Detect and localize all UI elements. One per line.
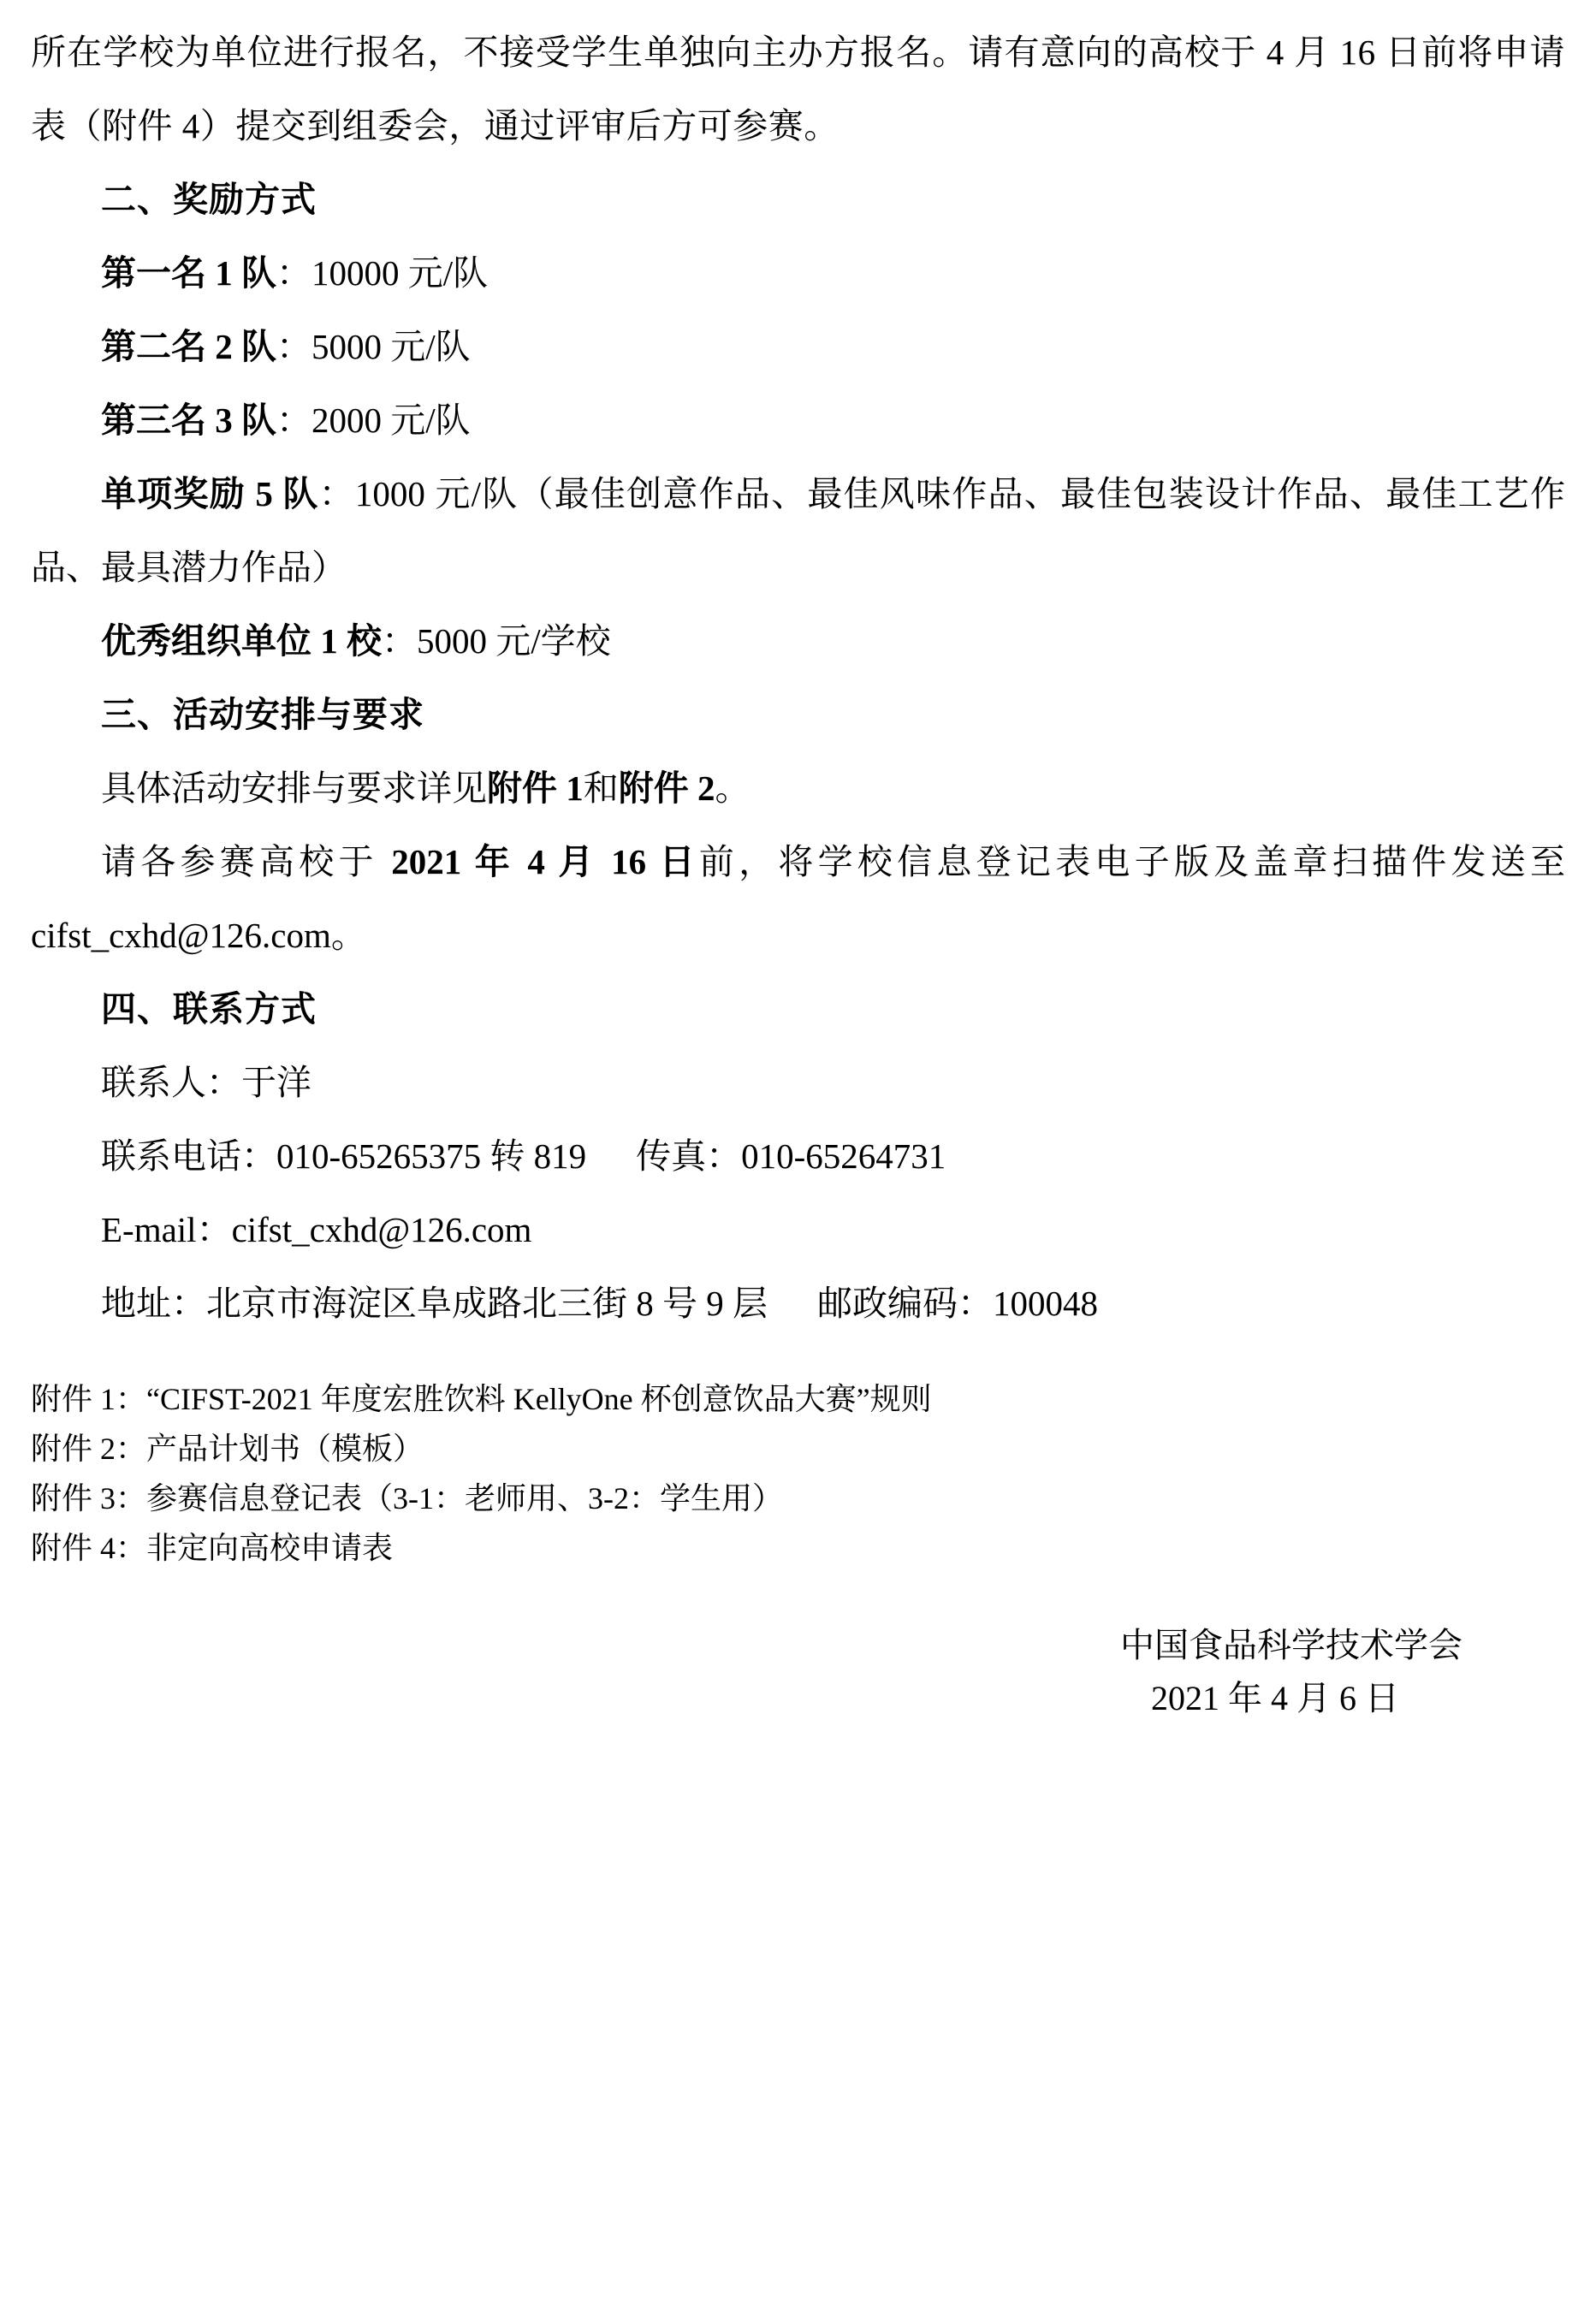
intro-paragraph: 所在学校为单位进行报名，不接受学生单独向主办方报名。请有意向的高校于 4 月 16 日前将申请表（附件 4）提交到组委会，通过评审后方可参赛。: [31, 33, 1565, 145]
award-amount-label: ：2000 元/队: [276, 400, 471, 440]
schedule-text-pre: 具体活动安排与要求详见: [101, 768, 487, 808]
award-amount-label: ：5000 元/学校: [382, 621, 611, 661]
attachment-list: [31, 1374, 1565, 1573]
contact-phone: 联系电话：010-65265375 转 819: [101, 1136, 587, 1176]
signature-date: 2021 年 4 月 6 日: [1151, 1679, 1399, 1717]
attachment-item: 附件 1：“CIFST-2021 年度宏胜饮料 KellyOne 杯创意饮品大赛”规则: [31, 1382, 932, 1416]
signature-block: [31, 1619, 1565, 1725]
contact-address-row: [31, 1266, 1565, 1340]
attachment-ref-1: 附件 1: [487, 768, 584, 808]
schedule-text-post: 。: [715, 768, 751, 808]
submission-text-pre: 请各参赛高校于: [101, 842, 392, 881]
schedule-text-mid: 和: [583, 768, 619, 808]
award-rank-label: 第二名 2 队: [101, 327, 276, 366]
contact-fax: 传真：010-65264731: [636, 1136, 946, 1176]
award-rank-label: 单项奖励 5 队: [101, 474, 319, 513]
submission-text-post: 前，将学校信息登记表电子版及盖章扫描件发送至 cifst_cxhd@126.com。: [31, 842, 1566, 955]
contact-postcode: 邮政编码：100048: [817, 1284, 1098, 1323]
section-heading-contact: 四、联系方式: [101, 989, 317, 1029]
section-heading-awards: 二、奖励方式: [101, 180, 317, 219]
award-item: [31, 604, 1565, 678]
award-amount-label: ：1000 元/队（最佳创意作品、最佳风味作品、最佳包装设计作品、最佳工艺作品、最具潜力作品）: [31, 474, 1565, 587]
attachment-item: 附件 3：参赛信息登记表（3-1：老师用、3-2：学生用）: [31, 1481, 783, 1515]
contact-phone-row: [31, 1119, 1565, 1193]
schedule-paragraph: [31, 751, 1565, 825]
award-item: [31, 310, 1565, 383]
attachment-ref-2: 附件 2: [618, 768, 715, 808]
contact-address: 地址：北京市海淀区阜成路北三街 8 号 9 层: [101, 1284, 768, 1323]
attachment-item: 附件 2：产品计划书（模板）: [31, 1432, 424, 1466]
award-amount-label: ：10000 元/队: [276, 253, 489, 293]
award-item: [31, 383, 1565, 457]
attachment-item: 附件 4：非定向高校申请表: [31, 1531, 394, 1565]
award-item: [31, 236, 1565, 310]
submission-paragraph: [31, 825, 1565, 972]
award-amount-label: ：5000 元/队: [276, 327, 471, 366]
signature-organization: 中国食品科学技术学会: [1120, 1626, 1463, 1664]
award-rank-label: 优秀组织单位 1 校: [101, 621, 382, 661]
contact-email: E-mail：cifst_cxhd@126.com: [101, 1210, 532, 1249]
contact-person: 联系人：于洋: [101, 1063, 311, 1102]
section-heading-schedule: 三、活动安排与要求: [101, 695, 424, 734]
submission-deadline: 2021 年 4 月 16 日: [391, 842, 699, 881]
award-rank-label: 第一名 1 队: [101, 253, 276, 293]
award-item: [31, 457, 1565, 604]
award-rank-label: 第三名 3 队: [101, 400, 276, 440]
